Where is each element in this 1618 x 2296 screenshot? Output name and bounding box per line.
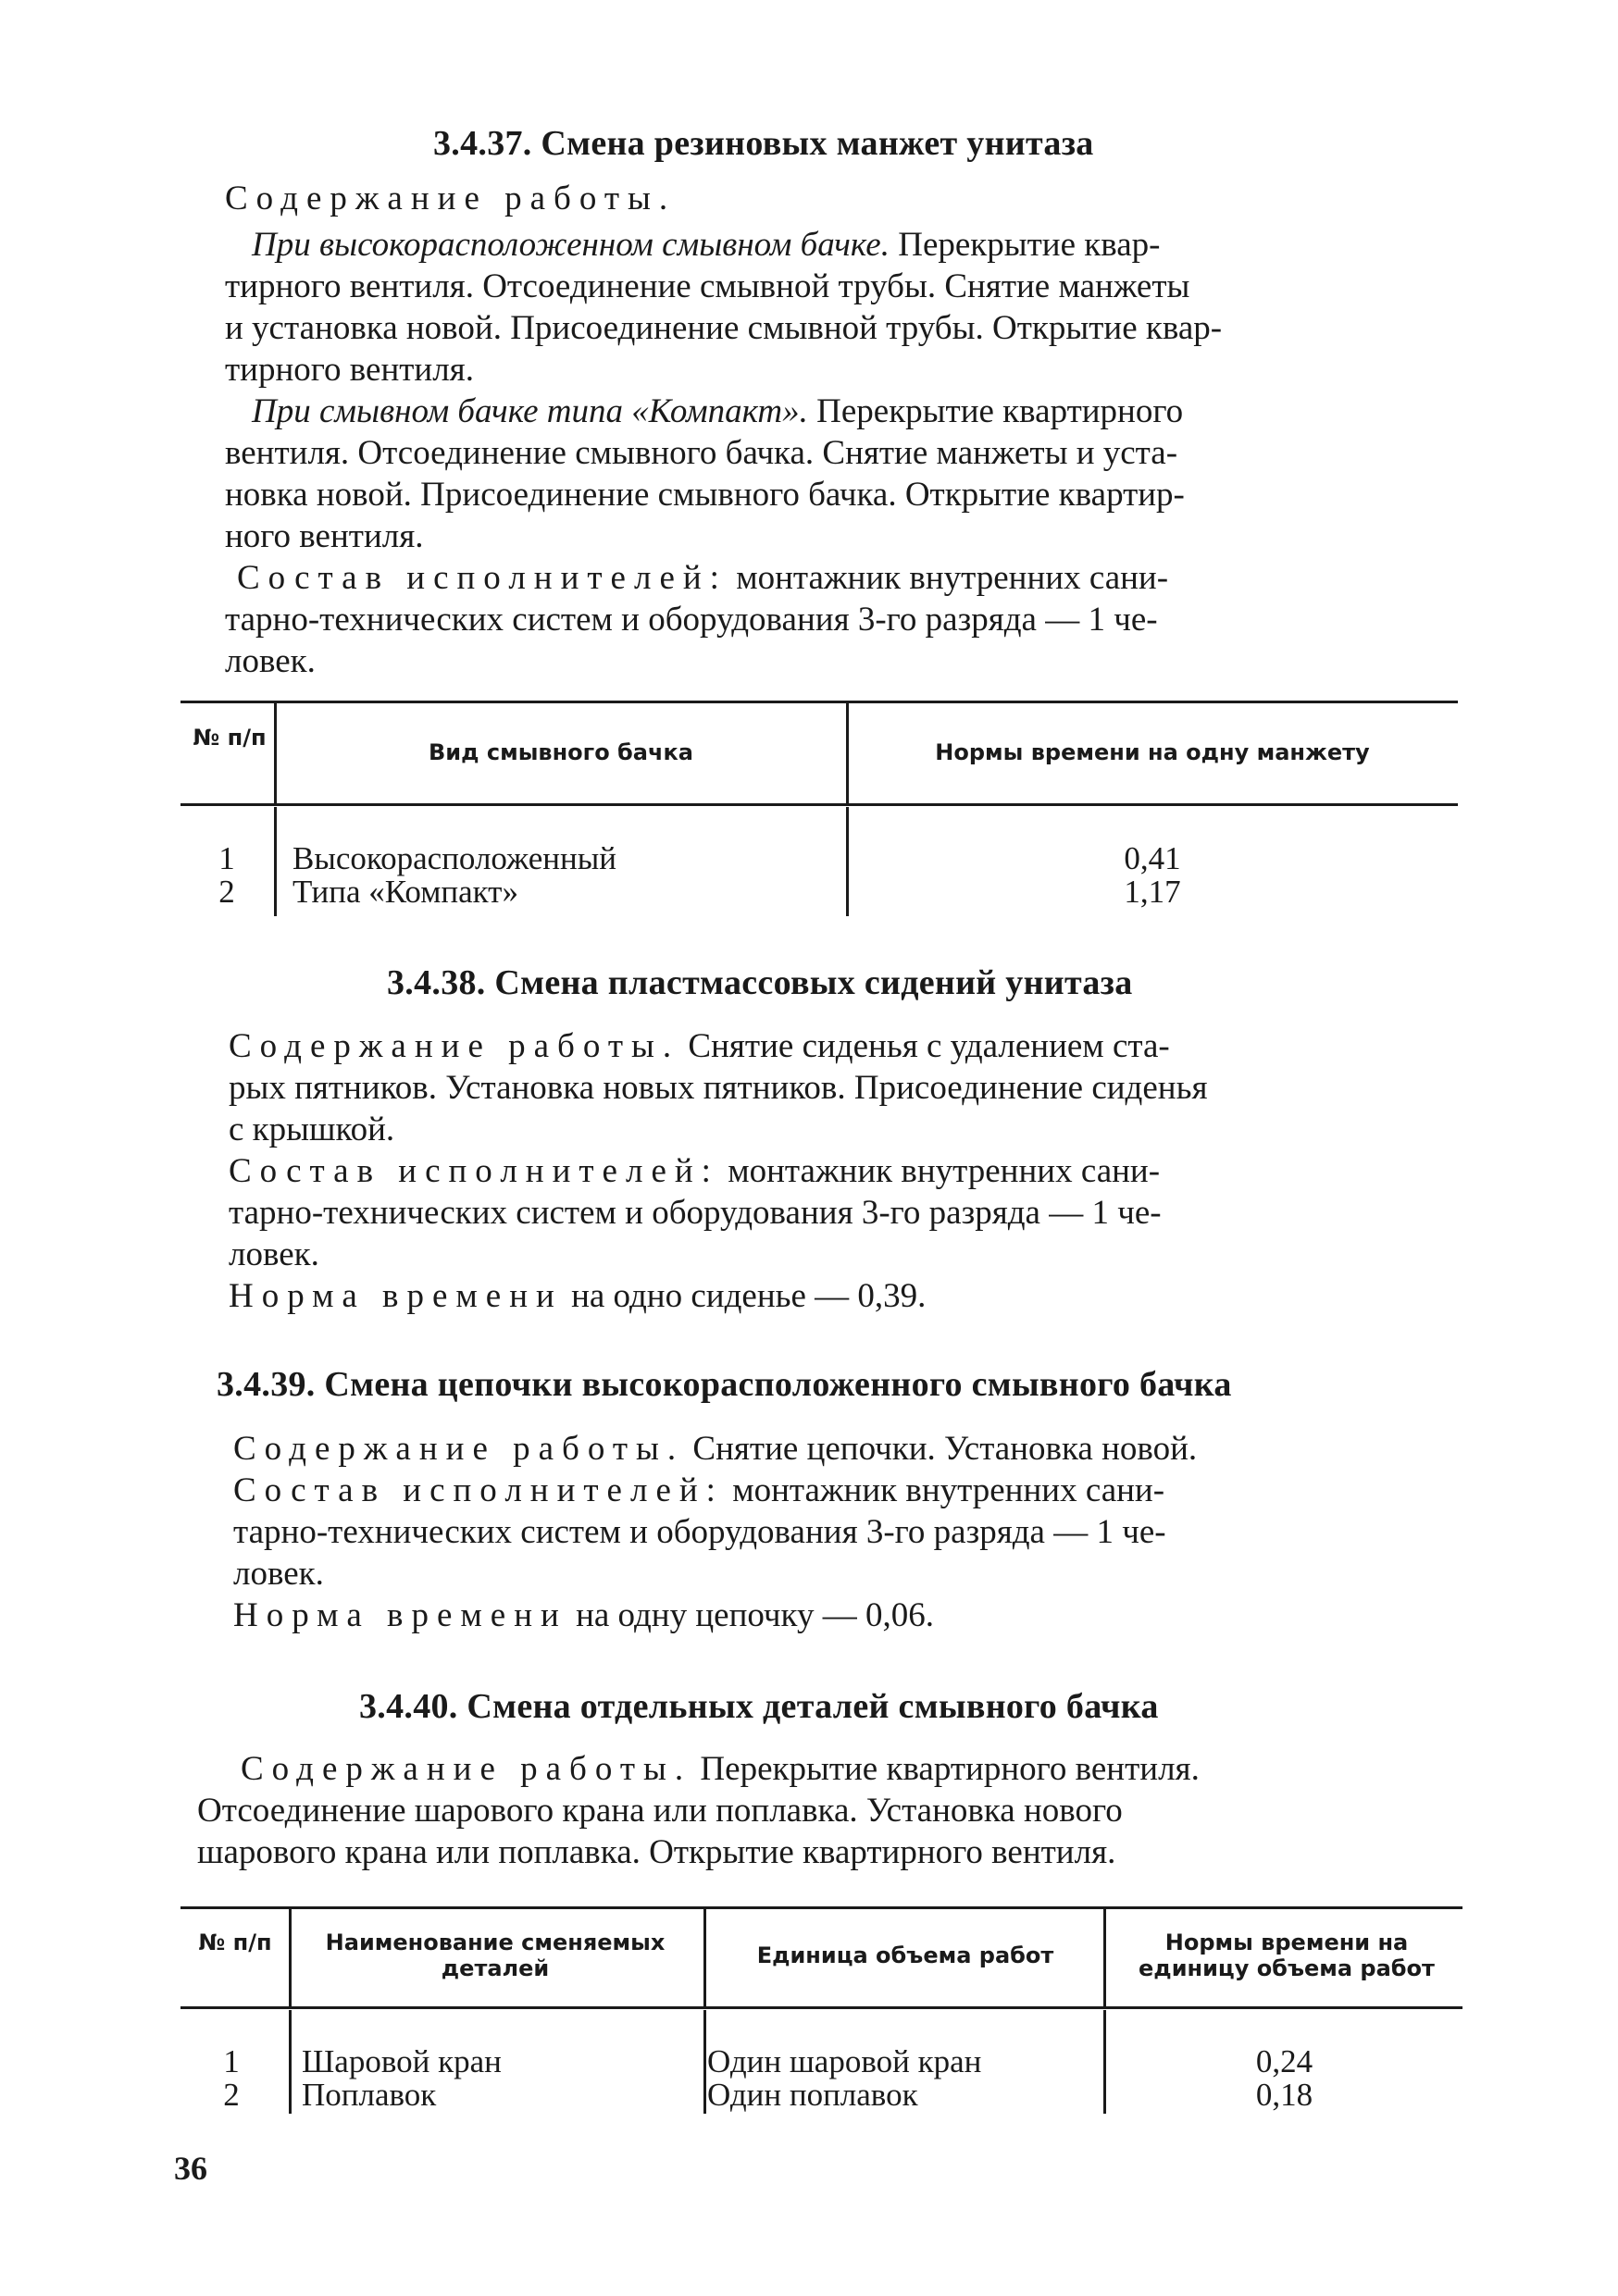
section-title-3-4-40: 3.4.40. Смена отдельных деталей смывного бачка [359,1687,1159,1726]
paragraph-line: вентиля. Отсоединение смывного бачка. Снятие манжеты и уста- [225,434,1178,472]
paragraph-line: тарно-технических систем и оборудования 3-го разряда — 1 че- [233,1513,1166,1551]
table-cell: 1 [218,840,235,876]
staff-line: Состав исполнителей: монтажник внутренних сани- [237,559,1169,597]
table-header: Нормы времени на единицу объема работ [1139,1930,1435,1981]
paragraph-line: Отсоединение шарового крана или поплавка. Установка нового [197,1792,1123,1830]
table-cell: Поплавок [302,2077,437,2113]
table-cell: 1,17 [1124,874,1181,910]
norm-line: Норма времени на одно сиденье — 0,39. [229,1277,927,1315]
table-cell: 2 [223,2077,240,2113]
paragraph-line: тарно-технических систем и оборудования 3-го разряда — 1 че- [225,601,1158,639]
table-header: Нормы времени на одну манжету [935,739,1370,765]
italic-lead: При смывном бачке типа «Компакт». [252,392,808,430]
paragraph-line: и установка новой. Присоединение смывной трубы. Открытие квар- [225,309,1223,347]
table-cell: Типа «Компакт» [292,874,518,910]
paragraph-line: При смывном бачке типа «Компакт». Перекрытие квартирного [252,392,1184,430]
table-cell: Один поплавок [707,2077,918,2113]
table-cell: Один шаровой кран [707,2043,982,2079]
table-header: № п/п [193,725,267,751]
staff-line: Состав исполнителей: монтажник внутренних сани- [233,1471,1165,1509]
paragraph-line: ловек. [229,1235,319,1273]
paragraph-line: ловек. [233,1555,324,1593]
norm-line: Норма времени на одну цепочку — 0,06. [233,1596,934,1634]
staff-line: Состав исполнителей: монтажник внутренних сани- [229,1152,1161,1190]
paragraph-line: новка новой. Присоединение смывного бачка. Открытие квартир- [225,476,1185,514]
table-cell: 1 [223,2043,240,2079]
content-line: Содержание работы. Перекрытие квартирного вентиля. [241,1750,1200,1788]
content-label: Содержание работы. [225,180,677,217]
italic-lead: При высокорасположенном смывном бачке. [252,226,890,264]
paragraph-line: ловек. [225,642,316,680]
section-title-3-4-37: 3.4.37. Смена резиновых манжет унитаза [433,124,1094,163]
table-cell: Шаровой кран [302,2043,502,2079]
paragraph-line: ного вентиля. [225,517,424,555]
table-cell: Высокорасположенный [292,840,617,876]
table-header: Единица объема работ [756,1942,1054,1968]
paragraph-line: тирного вентиля. [225,351,474,389]
paragraph-line: рых пятников. Установка новых пятников. Присоединение сиденья [229,1069,1208,1107]
paragraph-line: тирного вентиля. Отсоединение смывной трубы. Снятие манжеты [225,267,1190,305]
content-line: Содержание работы. Снятие цепочки. Установка новой. [233,1430,1198,1468]
table-header: Вид смывного бачка [429,739,693,765]
table-cell: 0,41 [1124,840,1181,876]
page-number: 36 [174,2150,207,2187]
section-title-3-4-39: 3.4.39. Смена цепочки высокорасположенного смывного бачка [217,1365,1232,1404]
table-cell: 2 [218,874,235,910]
table-cell: 0,24 [1255,2043,1313,2079]
paragraph-line: шарового крана или поплавка. Открытие квартирного вентиля. [197,1833,1116,1871]
table-header: Наименование сменяемых деталей [325,1930,666,1981]
content-line: Содержание работы. Снятие сиденья с удалением ста- [229,1027,1170,1065]
table-cell: 0,18 [1255,2077,1313,2113]
paragraph-line: тарно-технических систем и оборудования 3-го разряда — 1 че- [229,1194,1162,1232]
table-header: № п/п [198,1930,272,1955]
paragraph-line: При высокорасположенном смывном бачке. Перекрытие квар- [252,226,1161,264]
paragraph-line: с крышкой. [229,1111,395,1148]
section-title-3-4-38: 3.4.38. Смена пластмассовых сидений унитаза [387,963,1133,1002]
